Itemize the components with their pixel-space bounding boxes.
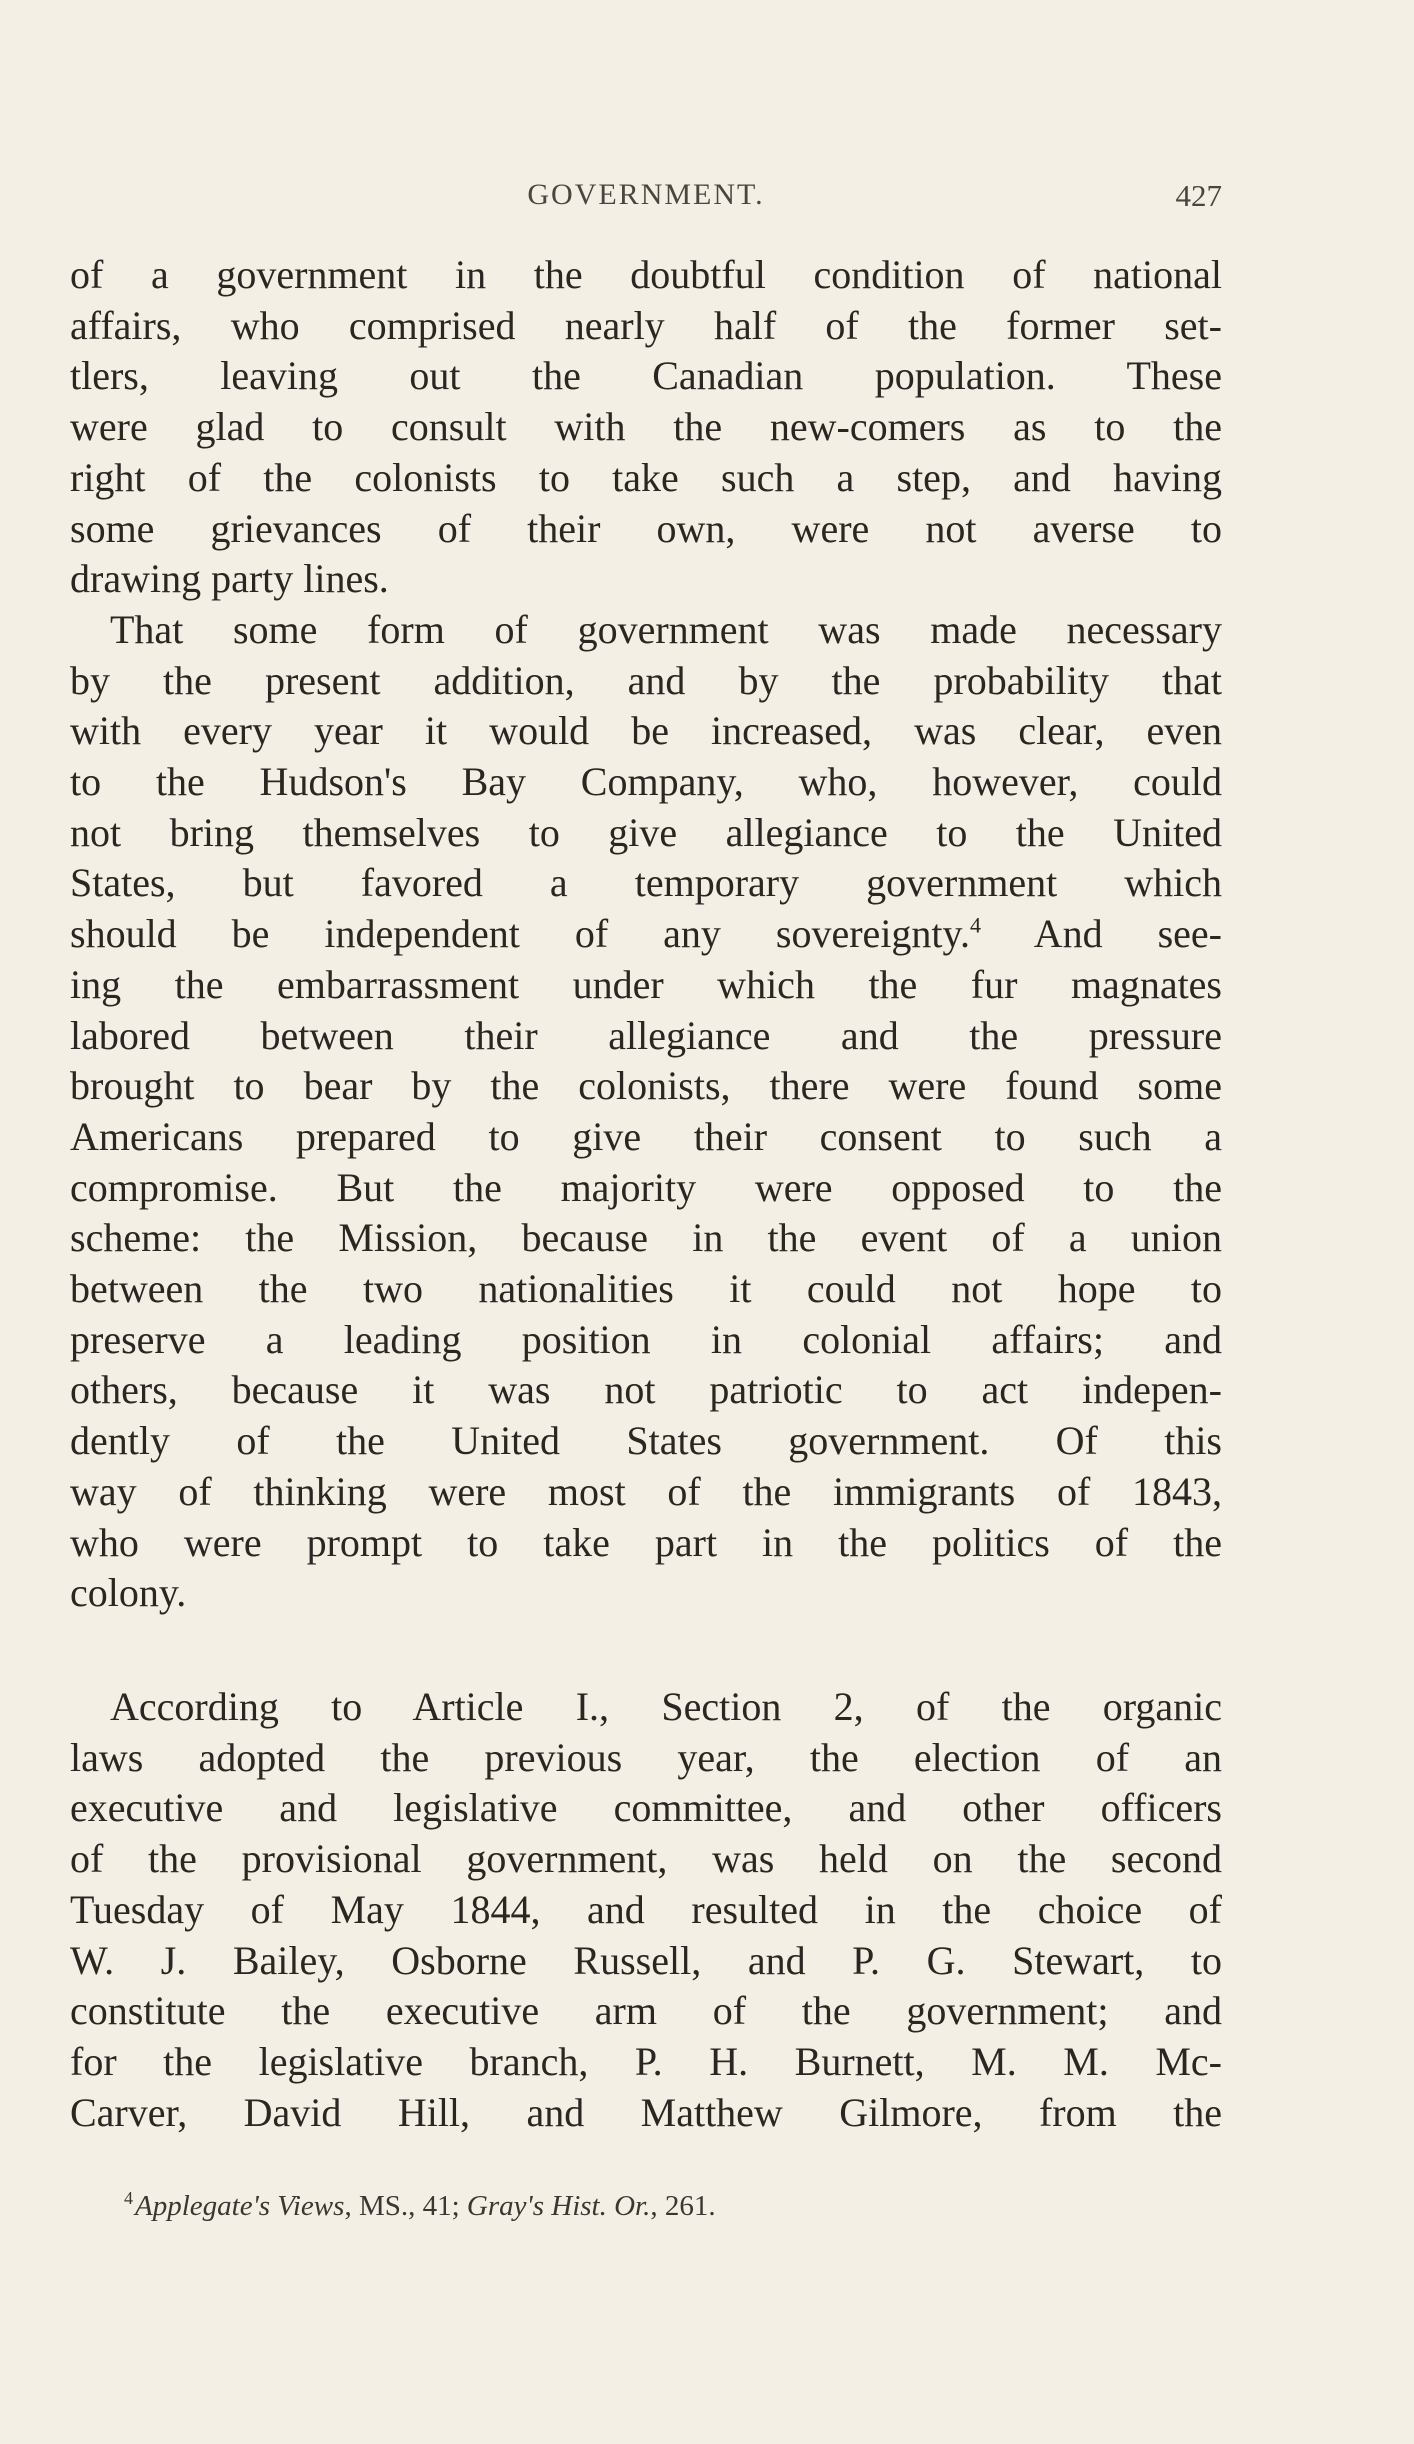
text-line: According to Article I., Section 2, of the organic bbox=[110, 1683, 1222, 1729]
text-line: laws adopted the previous year, the election of an bbox=[70, 1734, 1222, 1780]
text-line: of a government in the doubtful condition of national bbox=[70, 252, 1222, 297]
text-line: of the provisional government, was held on the second bbox=[70, 1836, 1222, 1882]
text-line: constitute the executive arm of the government; and bbox=[70, 1988, 1222, 2034]
footnote-ref[interactable]: 4 bbox=[969, 912, 981, 938]
text-line: not bring themselves to give allegiance to the United bbox=[70, 809, 1222, 855]
footnote bbox=[124, 2190, 1222, 2223]
text-line: That some form of government was made necessary bbox=[110, 606, 1222, 652]
text-line: to the Hudson's Bay Company, who, however, could bbox=[70, 759, 1222, 805]
text-line: W. J. Bailey, Osborne Russell, and P. G. Stewart, to bbox=[70, 1937, 1222, 1983]
text-line: tlers, leaving out the Canadian population. These bbox=[70, 353, 1222, 399]
footnote-detail: , MS., 41; bbox=[344, 2190, 467, 2222]
text-line: drawing party lines. bbox=[70, 556, 389, 602]
text-line: way of thinking were most of the immigrants of 1843, bbox=[70, 1468, 1222, 1514]
footnote-source: Applegate's Views bbox=[135, 2190, 345, 2222]
body-text bbox=[70, 250, 1222, 2138]
page-header bbox=[70, 178, 1222, 218]
text-line: labored between their allegiance and the pressure bbox=[70, 1012, 1222, 1058]
text-line: scheme: the Mission, because in the event of a union bbox=[70, 1215, 1222, 1261]
text-line: colony. bbox=[70, 1570, 187, 1616]
text-segment: And see- bbox=[1033, 911, 1222, 957]
text-line: Carver, David Hill, and Matthew Gilmore, from the bbox=[70, 2089, 1222, 2135]
text-line: Americans prepared to give their consent to such a bbox=[70, 1113, 1222, 1159]
text-line: affairs, who comprised nearly half of the former set- bbox=[70, 302, 1222, 348]
text-line: Tuesday of May 1844, and resulted in the choice of bbox=[70, 1886, 1222, 1932]
footnote-source: Gray's Hist. Or. bbox=[466, 2190, 651, 2222]
page-number: 427 bbox=[1175, 178, 1222, 213]
text-line-with-footnote-ref bbox=[70, 909, 1222, 960]
paragraph bbox=[70, 605, 1222, 1619]
text-line: right of the colonists to take such a step, and having bbox=[70, 454, 1222, 500]
footnote-marker: 4 bbox=[124, 2188, 133, 2209]
text-line: some grievances of their own, were not averse to bbox=[70, 505, 1222, 551]
text-line: for the legislative branch, P. H. Burnett, M. M. Mc- bbox=[70, 2038, 1222, 2084]
text-line: were glad to consult with the new-comers as to the bbox=[70, 404, 1222, 450]
text-segment: should be independent of any sovereignty. bbox=[70, 911, 970, 957]
text-line: with every year it would be increased, was clear, even bbox=[70, 708, 1222, 754]
paragraph-gap bbox=[70, 1619, 1222, 1682]
text-line: ing the embarrassment under which the fur magnates bbox=[70, 961, 1222, 1007]
text-line: brought to bear by the colonists, there were found some bbox=[70, 1063, 1222, 1109]
text-line: between the two nationalities it could not hope to bbox=[70, 1266, 1222, 1312]
text-line: compromise. But the majority were opposed to the bbox=[70, 1164, 1222, 1210]
text-line: preserve a leading position in colonial affairs; and bbox=[70, 1316, 1222, 1362]
paragraph bbox=[70, 250, 1222, 605]
text-line: executive and legislative committee, and other officers bbox=[70, 1785, 1222, 1831]
running-head: GOVERNMENT. bbox=[527, 178, 765, 211]
text-line: who were prompt to take part in the politics of the bbox=[70, 1519, 1222, 1565]
text-line: by the present addition, and by the probability that bbox=[70, 657, 1222, 703]
paragraph bbox=[70, 1682, 1222, 2138]
text-line: dently of the United States government. Of this bbox=[70, 1418, 1222, 1464]
footnote-detail: , 261. bbox=[650, 2190, 716, 2222]
text-line: others, because it was not patriotic to act indepen- bbox=[70, 1367, 1222, 1413]
text-line: States, but favored a temporary government which bbox=[70, 860, 1222, 906]
